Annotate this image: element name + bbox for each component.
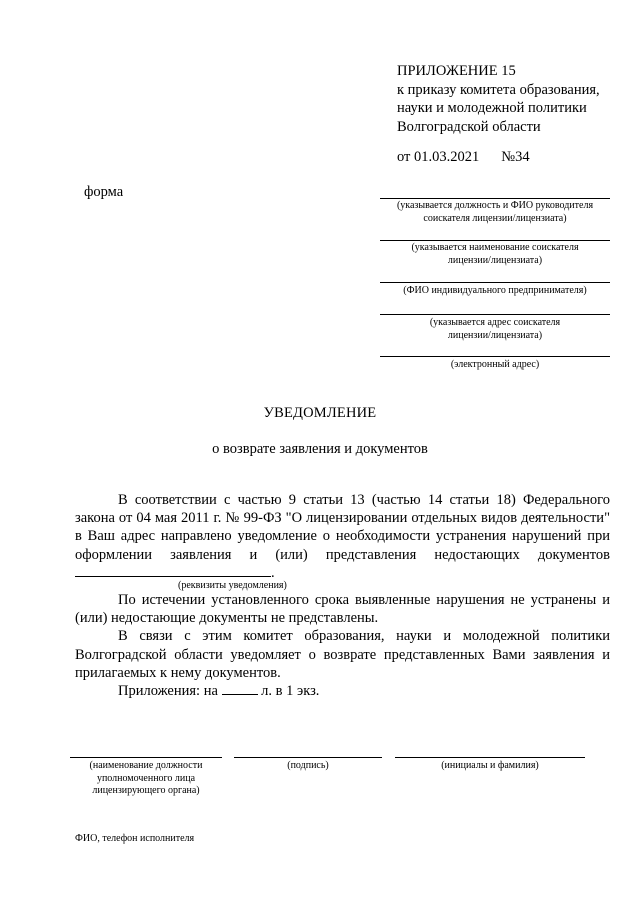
caption-text: (указывается наименование соискателя [411,242,579,253]
paragraph-return: В связи с этим комитет образования, науки и молодежной политики Волгоградской области уведомляет о возврате представленных Вами заявления и прилагаемых к нему документов. [75,628,610,681]
caption-text: лицензии/лицензиата) [447,329,543,341]
paragraph-text: В соответствии с частью 9 статьи 13 (частью 14 статьи 18) Федерального закона от 04 мая 2011 г. № 99-ФЗ "О лицензировании отдельных видов деятельности" в Ваш адрес направлено уведомление о необходимости устранения нарушений при оформлении заявления и (или) представления недостающих документов [75,492,610,563]
signature-caption: (подпись) [287,760,329,771]
document-subtitle: о возврате заявления и документов [212,441,428,457]
name-field-line [380,240,610,241]
caption-text: уполномоченного лица [96,772,196,784]
address-field-caption [375,317,615,342]
caption-text: соискателя лицензии/лицензиата) [423,212,567,224]
caption-text: лицензии/лицензиата) [447,254,543,266]
pages-blank [222,682,258,695]
initials-caption: (инициалы и фамилия) [441,760,539,771]
caption-text: (указывается должность и ФИО руководителя [396,200,594,211]
entrepreneur-field-caption: (ФИО индивидуального предпринимателя) [403,285,587,296]
document-title: УВЕДОМЛЕНИЕ [263,405,377,421]
executor-info: ФИО, телефон исполнителя [75,833,195,844]
appendix-title: ПРИЛОЖЕНИЕ 15 [397,63,516,79]
order-date-number [397,149,530,166]
caption-text: (указывается адрес соискателя [429,317,561,328]
name-field-caption [375,242,615,267]
email-field-caption: (электронный адрес) [450,359,540,370]
order-number: №34 [501,149,530,165]
email-field-line [380,356,610,357]
order-date: от 01.03.2021 [397,149,480,165]
head-field-line [380,198,610,199]
form-label: форма [84,184,124,200]
address-field-line [380,314,610,315]
position-caption [70,760,222,798]
head-field-caption [375,200,615,225]
paragraph-not-fixed: По истечении установленного срока выявленные нарушения не устранены и (или) недостающие документы не представлены. [75,592,610,627]
attachments-suffix: л. в 1 экз. [257,683,320,700]
paragraph-legal-basis [75,491,610,591]
initials-signature-line [395,757,585,758]
appendix-block [397,62,637,136]
entrepreneur-field-line [380,282,610,283]
paragraph-attachments [75,682,610,700]
period: . [271,564,275,581]
requisites-blank [75,564,271,577]
notice-body [75,491,610,700]
caption-text: лицензирующего органа) [92,785,200,796]
appendix-line: к приказу комитета образования, [397,81,600,98]
caption-text: (наименование должности [89,760,203,771]
requisites-caption: (реквизиты уведомления) [178,580,287,592]
attachments-label: Приложения: на [118,683,222,700]
position-signature-line [70,757,222,758]
signature-line [234,757,382,758]
appendix-line: науки и молодежной политики [397,100,587,116]
appendix-line: Волгоградской области [397,118,541,135]
